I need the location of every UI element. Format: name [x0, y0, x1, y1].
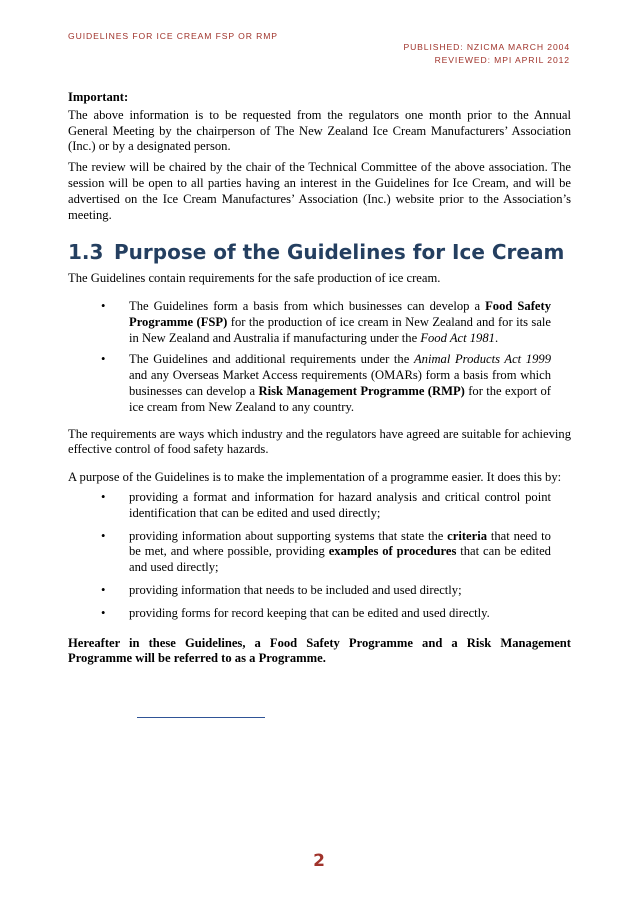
list-item-text: providing information that needs to be included and used directly;: [129, 582, 462, 597]
section-title: Purpose of the Guidelines for Ice Cream: [114, 240, 565, 265]
section-heading: [68, 240, 571, 265]
list-item: [68, 583, 571, 599]
important-label: Important:: [68, 90, 129, 104]
programme-bullet-list: [68, 299, 571, 416]
intro-paragraph: The Guidelines contain requirements for the safe production of ice cream.: [68, 271, 441, 286]
list-item-text: The Guidelines form a basis from which businesses can develop a: [129, 298, 486, 313]
page-number: 2: [313, 851, 325, 871]
list-item-text: that can be edited and used directly;: [129, 544, 551, 575]
list-item: [68, 352, 571, 415]
list-item-text: providing a format and information for hazard analysis and critical control point identification that can be edited and used directly;: [129, 489, 551, 520]
list-item-italic: Animal Products Act 1999: [413, 352, 551, 367]
list-item-italic: Food Act 1981: [420, 330, 495, 345]
list-item: [68, 606, 571, 622]
footnote-separator: [137, 717, 265, 718]
list-item-text: providing forms for record keeping that can be edited and used directly.: [129, 605, 490, 620]
bullet-marker: •: [101, 352, 106, 367]
list-item: [68, 529, 571, 576]
bullet-marker: •: [101, 582, 106, 597]
list-item-text: for the production of ice cream in New Zealand and for its sale in New Zealand and Australia if manufacturing under the: [129, 314, 551, 345]
purpose-paragraph: A purpose of the Guidelines is to make the implementation of a programme easier. It does this by:: [68, 470, 562, 485]
bullet-marker: •: [101, 528, 106, 543]
list-item-bold: examples of procedures: [328, 544, 457, 559]
important-paragraph-2: The review will be chaired by the chair of the Technical Committee of the above association. The session will be open to all parties having an interest in the Guidelines for Ice Cream, and will be advertised on the Ice Cream Manufactures’ Association (Inc.) website prior to the Association’s meeting.: [68, 160, 571, 222]
running-header-publication: [403, 41, 570, 67]
list-item-text: providing information about supporting systems that state the: [129, 528, 448, 543]
list-item-bold: criteria: [447, 528, 488, 543]
section-number: 1.3: [68, 240, 104, 265]
bullet-marker: •: [101, 605, 106, 620]
list-item-text: that need to be met, and where possible, providing: [129, 528, 551, 559]
running-header-title: GUIDELINES FOR ICE CREAM FSP OR RMP: [68, 31, 278, 41]
bullet-marker: •: [101, 298, 106, 313]
list-item-text: The Guidelines and additional requirements under the: [129, 352, 414, 367]
closing-statement: Hereafter in these Guidelines, a Food Safety Programme and a Risk Management Programme will be referred to as a Programme.: [68, 635, 571, 666]
requirements-paragraph: The requirements are ways which industry and the regulators have agreed are suitable for achieving effective control of food safety hazards.: [68, 426, 571, 457]
list-item-text: for the export of ice cream from New Zealand to any country.: [129, 383, 552, 414]
publication-line: PUBLISHED: NZICMA MARCH 2004: [403, 42, 570, 52]
purpose-bullet-list: [68, 490, 571, 622]
list-item-bold: Food Safety Programme (FSP): [129, 298, 551, 329]
review-line: REVIEWED: MPI APRIL 2012: [434, 55, 570, 65]
list-item-text: and any Overseas Market Access requirements (OMARs) form a basis from which businesses can develop a: [129, 368, 551, 398]
list-item: [68, 299, 571, 346]
list-item-text: .: [494, 330, 499, 345]
important-paragraph-1: The above information is to be requested from the regulators one month prior to the Annual General Meeting by the chairperson of The New Zealand Ice Cream Manufacturers’ Association (Inc.) or by a designated person.: [68, 107, 571, 154]
list-item: [68, 490, 571, 522]
body-content: [68, 90, 571, 667]
bullet-marker: •: [101, 489, 106, 504]
list-item-bold: Risk Management Programme (RMP): [258, 383, 465, 398]
